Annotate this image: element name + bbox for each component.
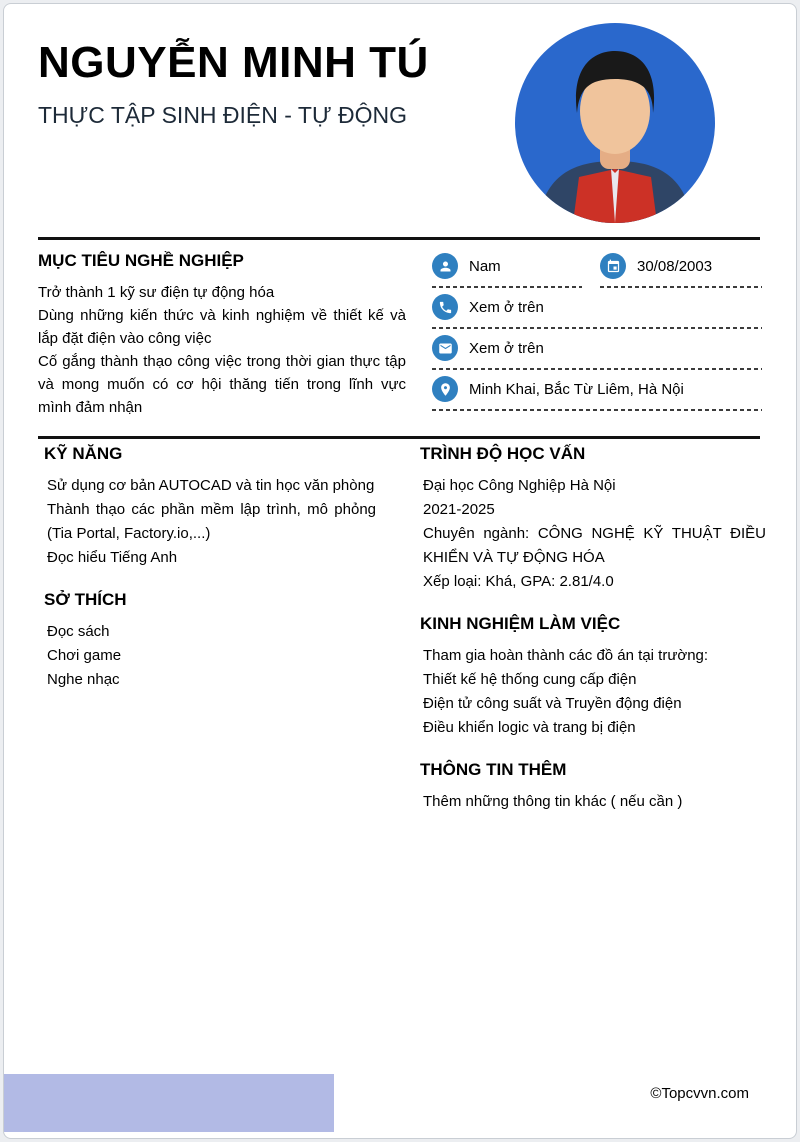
- right-column: [420, 444, 766, 814]
- dashed-line: [432, 327, 762, 329]
- left-column: [44, 444, 376, 692]
- objective-heading: MỤC TIÊU NGHỀ NGHIỆP: [38, 251, 244, 270]
- more-info-item: Thêm những thông tin khác ( nếu cần ): [423, 793, 683, 810]
- objective-line: Dùng những kiến thức và kinh nghiệm về thiết kế và lắp đặt điện vào công việc: [38, 307, 406, 347]
- experience-item: Điện tử công suất và Truyền động điện: [423, 695, 682, 712]
- job-title: THỰC TẬP SINH ĐIỆN - TỰ ĐỘNG: [38, 102, 407, 128]
- contact-row-gender-birthday: [432, 253, 762, 288]
- skill-item: Thành thạo các phần mềm lập trình, mô phỏng (Tia Portal, Factory.io,...): [47, 501, 376, 542]
- dashed-line: [432, 286, 582, 288]
- experience-heading: KINH NGHIỆM LÀM VIỆC: [420, 614, 621, 633]
- contact-cell-gender: [432, 253, 582, 288]
- email-value: Xem ở trên: [469, 339, 544, 357]
- birthday-value: 30/08/2003: [637, 257, 713, 275]
- experience-item: Thiết kế hệ thống cung cấp điện: [423, 671, 637, 688]
- profile-photo: [515, 23, 715, 223]
- skill-item: Sử dụng cơ bản AUTOCAD và tin học văn phòng: [47, 477, 375, 494]
- contact-info: [432, 253, 762, 411]
- education-item: Chuyên ngành: CÔNG NGHỆ KỸ THUẬT ĐIỀU KHIỂN VÀ TỰ ĐỘNG HÓA: [423, 525, 766, 566]
- gender-value: Nam: [469, 257, 501, 275]
- envelope-icon: [432, 335, 458, 361]
- calendar-icon: [600, 253, 626, 279]
- objective-line: Trở thành 1 kỹ sư điện tự động hóa: [38, 284, 275, 301]
- contact-row-phone: [432, 294, 762, 329]
- hobbies-heading: SỞ THÍCH: [44, 590, 127, 609]
- candidate-name: NGUYỄN MINH TÚ: [38, 38, 429, 87]
- education-heading: TRÌNH ĐỘ HỌC VẤN: [420, 444, 586, 463]
- contact-cell-birthday: [600, 253, 762, 288]
- dashed-line: [600, 286, 762, 288]
- person-icon: [432, 253, 458, 279]
- section-divider-top: [38, 237, 760, 240]
- education-item: Đại học Công Nghiệp Hà Nội: [423, 477, 616, 494]
- location-pin-icon: [432, 376, 458, 402]
- contact-row-address: [432, 376, 762, 411]
- phone-value: Xem ở trên: [469, 298, 544, 316]
- section-objective: [38, 251, 406, 419]
- footer-accent-bar: [4, 1074, 334, 1132]
- watermark-credit: ©Topcvvn.com: [650, 1085, 749, 1102]
- hobby-item: Đọc sách: [47, 623, 110, 640]
- contact-row-email: [432, 335, 762, 370]
- dashed-line: [432, 409, 762, 411]
- phone-icon: [432, 294, 458, 320]
- avatar: [515, 23, 715, 223]
- address-value: Minh Khai, Bắc Từ Liêm, Hà Nội: [469, 380, 684, 398]
- education-item: 2021-2025: [423, 501, 495, 518]
- more-info-heading: THÔNG TIN THÊM: [420, 760, 567, 779]
- dashed-line: [432, 368, 762, 370]
- skill-item: Đọc hiểu Tiếng Anh: [47, 549, 178, 566]
- education-item: Xếp loại: Khá, GPA: 2.81/4.0: [423, 573, 614, 590]
- experience-item: Điều khiển logic và trang bị điện: [423, 719, 636, 736]
- experience-item: Tham gia hoàn thành các đồ án tại trường:: [423, 647, 709, 664]
- hobby-item: Chơi game: [47, 647, 122, 664]
- hobby-item: Nghe nhạc: [47, 671, 120, 688]
- skills-heading: KỸ NĂNG: [44, 444, 123, 463]
- cv-page: [3, 3, 797, 1139]
- section-divider-middle: [38, 436, 760, 439]
- objective-line: Cố gắng thành thạo công việc trong thời gian thực tập và mong muốn có cơ hội thăng tiến trong lĩnh vực mình đảm nhận: [38, 353, 406, 416]
